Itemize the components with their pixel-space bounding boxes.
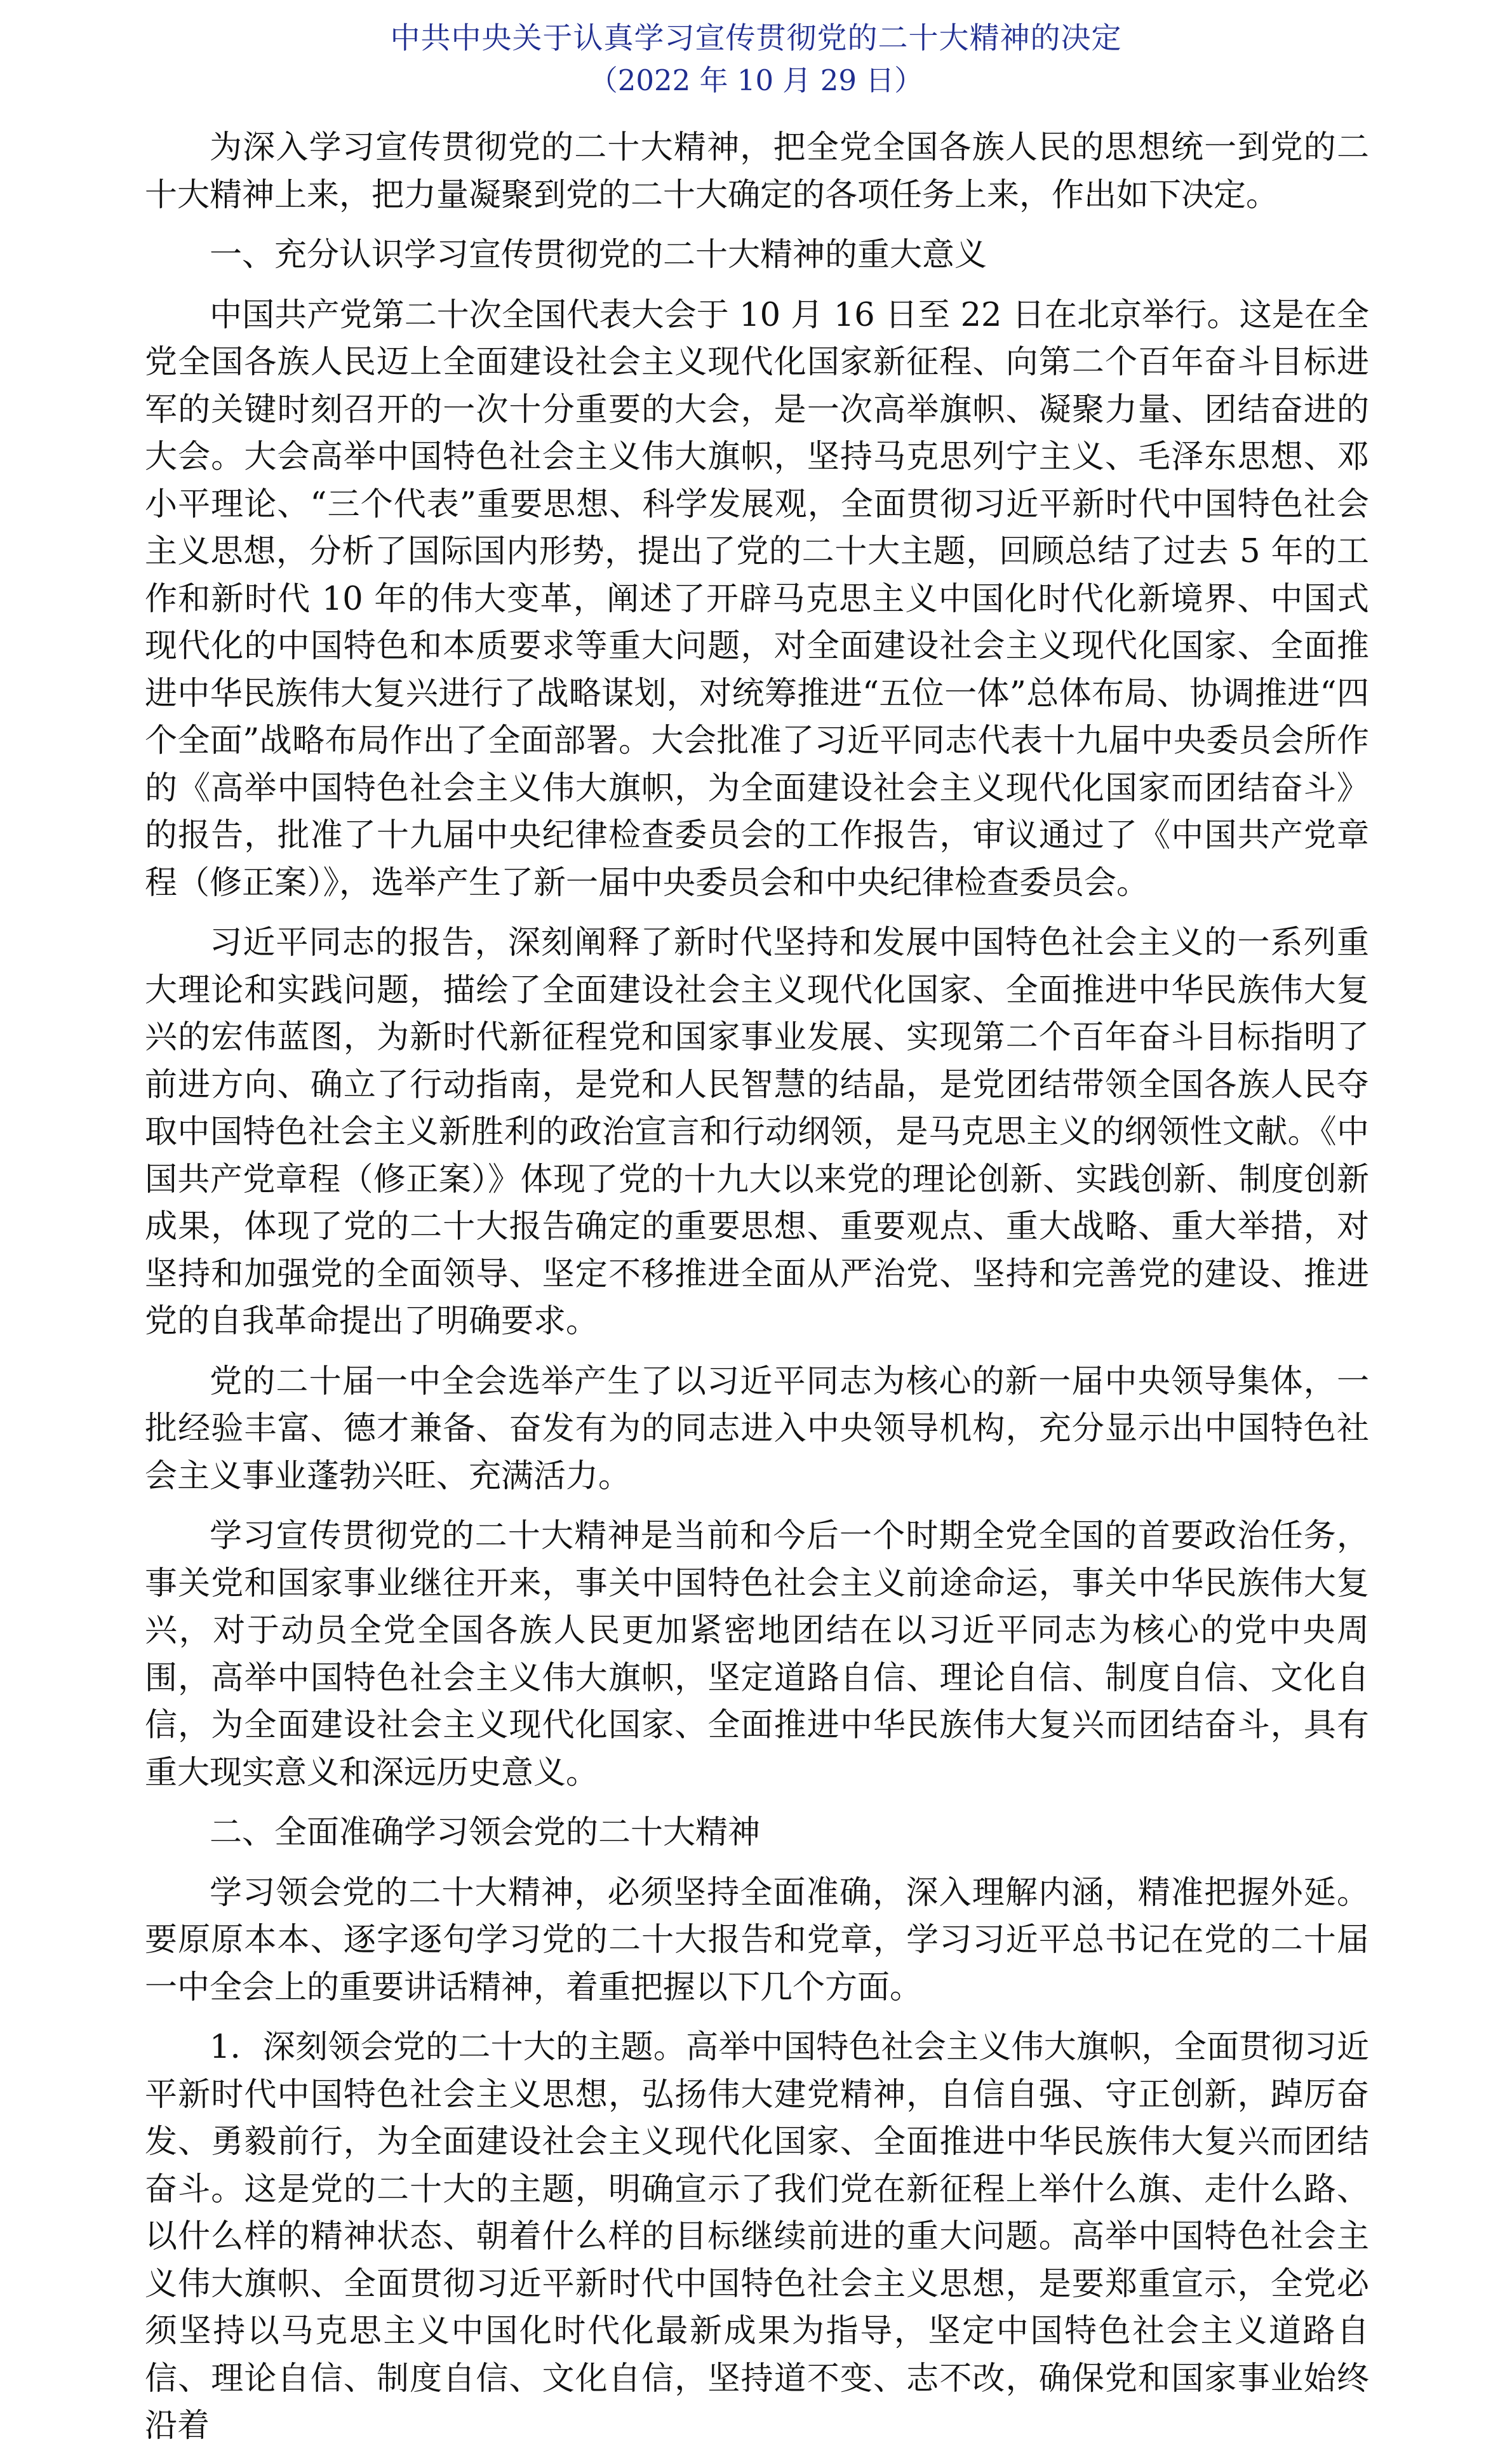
section-heading-2: 二、全面准确学习领会党的二十大精神 bbox=[210, 1814, 761, 1851]
section1-paragraph-2: 习近平同志的报告，深刻阐释了新时代坚持和发展中国特色社会主义的一系列重大理论和实践问题，描绘了全面建设社会主义现代化国家、全面推进中华民族伟大复兴的宏伟蓝图，为新时代新征程党和国家事业发展、实现第二个百年奋斗目标指明了前进方向、确立了行动指南，是党和人民智慧的结晶，是党团结带领全国各族人民夺取中国特色社会主义新胜利的政治宣言和行动纲领，是马克思主义的纲领性文献。《中国共产党章程（修正案）》体现了党的十九大以来党的理论创新、实践创新、制度创新成果，体现了党的二十大报告确定的重要思想、重要观点、重大战略、重大举措，对坚持和加强党的全面领导、坚定不移推进全面从严治党、坚持和完善党的建设、推进党的自我革命提出了明确要求。 bbox=[145, 924, 1369, 1340]
document-title: 中共中央关于认真学习宣传贯彻党的二十大精神的决定 bbox=[390, 21, 1122, 56]
section-heading-1: 一、充分认识学习宣传贯彻党的二十大精神的重大意义 bbox=[210, 236, 987, 274]
intro-paragraph: 为深入学习宣传贯彻党的二十大精神，把全党全国各族人民的思想统一到党的二十大精神上来，把力量凝聚到党的二十大确定的各项任务上来，作出如下决定。 bbox=[145, 129, 1369, 214]
section1-paragraph-1: 中国共产党第二十次全国代表大会于 10 月 16 日至 22 日在北京举行。这是在全党全国各族人民迈上全面建设社会主义现代化国家新征程、向第二个百年奋斗目标进军的关键时刻召开的一次十分重要的大会，是一次高举旗帜、凝聚力量、团结奋进的大会。大会高举中国特色社会主义伟大旗帜，坚持马克思列宁主义、毛泽东思想、邓小平理论、“三个代表”重要思想、科学发展观，全面贯彻习近平新时代中国特色社会主义思想，分析了国际国内形势，提出了党的二十大主题，回顾总结了过去 5 年的工作和新时代 10 年的伟大变革，阐述了开辟马克思主义中国化时代化新境界、中国式现代化的中国特色和本质要求等重大问题，对全面建设社会主义现代化国家、全面推进中华民族伟大复兴进行了战略谋划，对统筹推进“五位一体”总体布局、协调推进“四个全面”战略布局作出了全面部署。大会批准了习近平同志代表十九届中央委员会所作的《高举中国特色社会主义伟大旗帜，为全面建设社会主义现代化国家而团结奋斗》的报告，批准了十九届中央纪律检查委员会的工作报告，审议通过了《中国共产党章程（修正案）》，选举产生了新一届中央委员会和中央纪律检查委员会。 bbox=[145, 296, 1369, 902]
section2-paragraph-2: 1．深刻领会党的二十大的主题。高举中国特色社会主义伟大旗帜，全面贯彻习近平新时代中国特色社会主义思想，弘扬伟大建党精神，自信自强、守正创新，踔厉奋发、勇毅前行，为全面建设社会主义现代化国家、全面推进中华民族伟大复兴而团结奋斗。这是党的二十大的主题，明确宣示了我们党在新征程上举什么旗、走什么路、以什么样的精神状态、朝着什么样的目标继续前进的重大问题。高举中国特色社会主义伟大旗帜、全面贯彻习近平新时代中国特色社会主义思想，是要郑重宣示，全党必须坚持以马克思主义中国化时代化最新成果为指导，坚定中国特色社会主义道路自信、理论自信、制度自信、文化自信，坚持道不变、志不改，确保党和国家事业始终沿着 bbox=[145, 2029, 1369, 2445]
document-date: （2022 年 10 月 29 日） bbox=[589, 64, 923, 97]
document-body bbox=[145, 124, 1369, 2463]
section2-paragraph-1: 学习领会党的二十大精神，必须坚持全面准确，深入理解内涵，精准把握外延。要原原本本、逐字逐句学习党的二十大报告和党章，学习习近平总书记在党的二十届一中全会上的重要讲话精神，着重把握以下几个方面。 bbox=[145, 1874, 1369, 2006]
section1-paragraph-4: 学习宣传贯彻党的二十大精神是当前和今后一个时期全党全国的首要政治任务，事关党和国家事业继往开来，事关中国特色社会主义前途命运，事关中华民族伟大复兴，对于动员全党全国各族人民更加紧密地团结在以习近平同志为核心的党中央周围，高举中国特色社会主义伟大旗帜，坚定道路自信、理论自信、制度自信、文化自信，为全面建设社会主义现代化国家、全面推进中华民族伟大复兴而团结奋斗，具有重大现实意义和深远历史意义。 bbox=[145, 1517, 1369, 1792]
section1-paragraph-3: 党的二十届一中全会选举产生了以习近平同志为核心的新一届中央领导集体，一批经验丰富、德才兼备、奋发有为的同志进入中央领导机构，充分显示出中国特色社会主义事业蓬勃兴旺、充满活力。 bbox=[145, 1362, 1369, 1495]
